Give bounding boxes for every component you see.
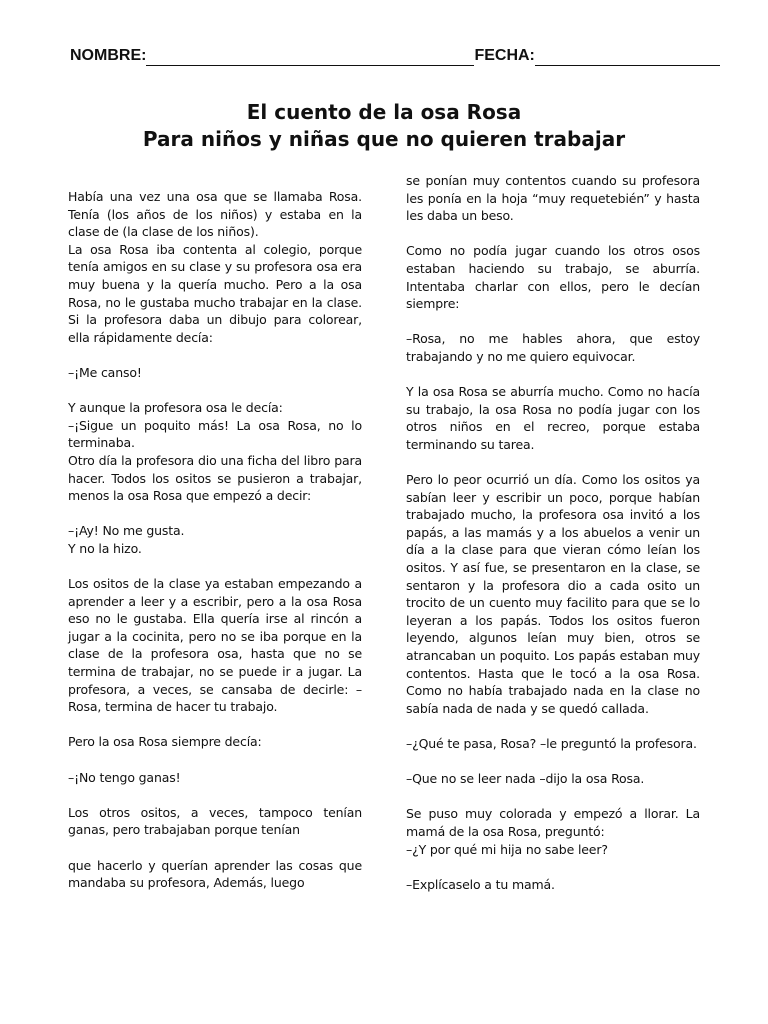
title-line-2: Para niños y niñas que no quieren trabajar xyxy=(142,127,626,151)
paragraph: Se puso muy colorada y empezó a llorar. La mamá de la osa Rosa, preguntó: xyxy=(406,806,700,839)
dialogue-line: –¿Qué te pasa, Rosa? –le preguntó la profesora. xyxy=(406,736,697,751)
dialogue-line: –¡No tengo ganas! xyxy=(68,769,181,785)
paragraph: que hacerlo y querían aprender las cosas que mandaba su profesora, Además, luego xyxy=(68,857,362,891)
date-label: FECHA: xyxy=(474,47,535,64)
dialogue-line: –¡Me canso! xyxy=(68,364,142,380)
story-title xyxy=(0,99,768,153)
title-line-1: El cuento de la osa Rosa xyxy=(246,100,522,124)
paragraph: Como no podía jugar cuando los otros osos estaban haciendo su trabajo, se aburría. Intentaba charlar con ellos, pero le decían siempre: xyxy=(406,243,700,312)
dialogue-line: –¿Y por qué mi hija no sabe leer? xyxy=(406,841,608,857)
header-row xyxy=(70,46,720,66)
paragraph: Pero lo peor ocurrió un día. Como los ositos ya sabían leer y escribir un poco, porque habían trabajado mucho, la profesora osa invitó a los papás, a las mamás y a los abuelos a venir un día a la clase para que vieran cómo leían los ositos. Y así fue, se presentaron en la clase, se sentaron y la profesora dio a cada osito un trocito de un cuento muy facilito para que se lo leyeran a los papás. Todos los ositos fueron leyendo, algunos leían muy bien, otros se atrancaban un poquito. Los papás estaban muy contentos. Hasta que le tocó a la osa Rosa. Como no había trabajado nada en la clase no sabía nada de nada y se quedó callada. xyxy=(406,472,700,716)
paragraph: La osa Rosa iba contenta al colegio, porque tenía amigos en su clase y su profesora osa era muy buena y la quería mucho. Pero a la osa Rosa, no le gustaba mucho trabajar en la clase. Si la profesora daba un dibujo para colorear, ella rápidamente decía: xyxy=(68,241,362,345)
paragraph: Los otros ositos, a veces, tampoco tenían ganas, pero trabajaban porque tenían xyxy=(68,804,362,838)
dialogue-line: –Que no se leer nada –dijo la osa Rosa. xyxy=(406,771,645,787)
paragraph: Y la osa Rosa se aburría mucho. Como no hacía su trabajo, la osa Rosa no podía jugar con los otros niños en el recreo, porque estaba terminando su tarea. xyxy=(406,384,700,452)
paragraph: Los ositos de la clase ya estaban empezando a aprender a leer y a escribir, pero a la osa Rosa eso no le gustaba. Ella quería irse al rincón a jugar a la cocinita, pero no se iba porque en la clase de la profesora osa, hasta que no se termina de trabajar, no se puede ir a jugar. La profesora, a veces, se cansaba de decirle: – Rosa, termina de hacer tu trabajo. xyxy=(68,576,362,715)
paragraph: Y aunque la profesora osa le decía: xyxy=(68,400,283,416)
name-line xyxy=(146,47,474,66)
dialogue-line: –Explícaselo a tu mamá. xyxy=(406,876,555,892)
paragraph: Otro día la profesora dio una ficha del libro para hacer. Todos los ositos se pusieron a trabajar, menos la osa Rosa que empezó a decir: xyxy=(68,452,362,504)
dialogue-line: –Rosa, no me hables ahora, que estoy trabajando y no me quiero equivocar. xyxy=(406,331,700,364)
paragraph: Y no la hizo. xyxy=(68,540,142,556)
right-column xyxy=(406,172,700,893)
paragraph: Pero la osa Rosa siempre decía: xyxy=(68,734,262,750)
date-line xyxy=(535,47,720,66)
dialogue-line: –¡Sigue un poquito más! La osa Rosa, no lo terminaba. xyxy=(68,417,362,451)
paragraph: se ponían muy contentos cuando su profesora les ponía en la hoja “muy requetebién” y hasta les daba un beso. xyxy=(406,173,700,224)
paragraph: Había una vez una osa que se llamaba Rosa. Tenía (los años de los niños) y estaba en la clase de (la clase de los niños). xyxy=(68,189,362,240)
left-column xyxy=(68,188,362,892)
dialogue-line: –¡Ay! No me gusta. xyxy=(68,523,185,539)
name-label: NOMBRE: xyxy=(70,47,147,64)
